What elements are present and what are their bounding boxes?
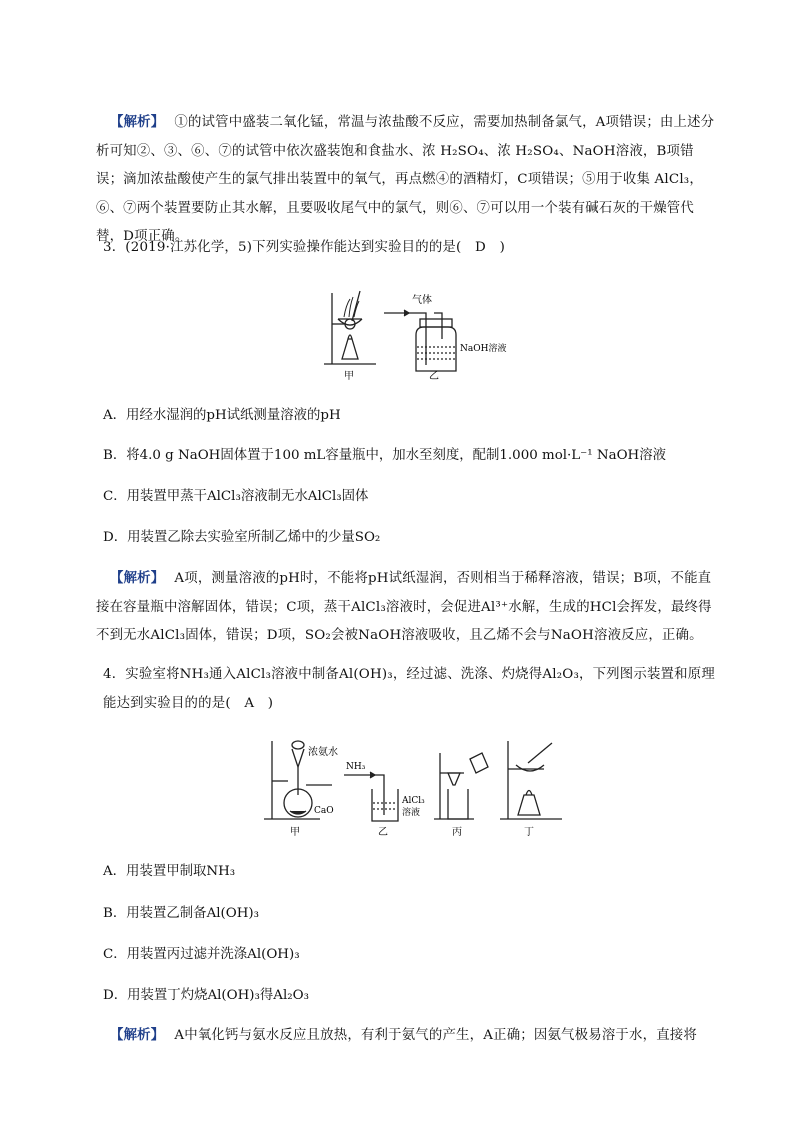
question-4-stem: 4．实验室将NH₃通入AlCl₃溶液中制备Al(OH)₃，经过滤、洗涤、灼烧得Al₂O₃，下列图示装置和原理能达到实验目的的是( A ): [103, 667, 715, 711]
apparatus-label-ding: 丁: [524, 827, 534, 838]
question-3-analysis-text: A项，测量溶液的pH时，不能将pH试纸湿润，否则相当于稀释溶液，错误；B项，不能直接在容量瓶中溶解固体，错误；C项，蒸干AlCl₃溶液时，会促进Al³⁺水解，生成的HCl会挥发，最终得不到无水AlCl₃固体，错误；D项，SO₂会被NaOH溶液吸收，且乙烯不会与NaOH溶液反应，正确。: [96, 571, 712, 643]
analysis-paragraph-1: [96, 109, 718, 252]
analysis-tag: 【 解析 】: [110, 571, 164, 586]
beaker: [372, 789, 398, 821]
ammonia-label: 浓氨水: [308, 747, 338, 758]
glass-rod: [352, 291, 360, 321]
analysis-tag: 【 解析 】: [110, 1028, 164, 1043]
alcl3-label: AlCl₃: [402, 796, 425, 806]
alcohol-lamp-4: [518, 795, 540, 815]
naoh-solution-label: NaOH溶液: [460, 344, 507, 354]
solution-label: 溶液: [402, 808, 421, 818]
nh3-label: NH₃: [346, 762, 366, 772]
alcohol-lamp: [342, 339, 358, 359]
question-4-analysis-text: A中氧化钙与氨水反应且放热，有利于氨气的产生，A正确；因氨气极易溶于水，直接将: [174, 1028, 697, 1043]
question-3-figure: [316, 279, 526, 384]
receiving-beaker: [448, 789, 468, 819]
dropping-funnel: [292, 741, 304, 749]
wash-bottle: [416, 327, 456, 371]
question-4-option-c: C．用装置丙过滤并洗涤Al(OH)₃: [103, 947, 300, 962]
question-4-option-d: D．用装置丁灼烧Al(OH)₃得Al₂O₃: [103, 988, 309, 1003]
apparatus-label-jia: 甲: [290, 827, 300, 838]
question-4-option-b: B．用装置乙制备Al(OH)₃: [103, 906, 259, 921]
question-3-analysis: [96, 565, 718, 651]
question-3-option-b: B．将4.0 g NaOH固体置于100 mL容量瓶中，加水至刻度，配制1.000 mol·L⁻¹ NaOH溶液: [103, 448, 667, 463]
cao-label: CaO: [314, 806, 334, 816]
question-4-figure: [262, 733, 572, 841]
question-3-stem: 3．(2019·江苏化学，5)下列实验操作能达到实验目的的是( D ): [103, 240, 505, 255]
analysis-tag: 【 解析 】: [110, 115, 164, 130]
question-3-option-c: C．用装置甲蒸干AlCl₃溶液制无水AlCl₃固体: [103, 489, 369, 504]
pouring-beaker: [470, 753, 488, 773]
crucible: [516, 765, 544, 771]
apparatus-label-yi: 乙: [429, 371, 439, 382]
question-4-option-a: A．用装置甲制取NH₃: [103, 864, 236, 879]
apparatus-label-bing: 丙: [452, 827, 462, 838]
question-3-option-a: A．用经水湿润的pH试纸测量溶液的pH: [103, 408, 341, 423]
analysis-text-1: ①的试管中盛装二氧化锰，常温与浓盐酸不反应，需要加热制备氯气，A项错误；由上述分析可知②、③、⑥、⑦的试管中依次盛装饱和食盐水、浓 H₂SO₄、浓 H₂SO₄、NaOH溶液，B项错误；滴加浓盐酸使产生的氯气排出装置中的氧气，再点燃④的酒精灯，C项错误；⑤用于收集 AlCl₃，⑥、⑦两个装置要防止其水解，且要吸收尾气中的氯气，则⑥、⑦可以用一个装有碱石灰的干燥管代替，D项正确。: [96, 115, 715, 244]
gas-label: 气体: [412, 295, 432, 306]
funnel: [448, 773, 460, 785]
question-4-analysis: [96, 1022, 718, 1051]
apparatus-label-yi: 乙: [378, 827, 388, 838]
question-3-option-d: D．用装置乙除去实验室所制乙烯中的少量SO₂: [103, 530, 381, 545]
apparatus-label-jia: 甲: [344, 371, 354, 382]
